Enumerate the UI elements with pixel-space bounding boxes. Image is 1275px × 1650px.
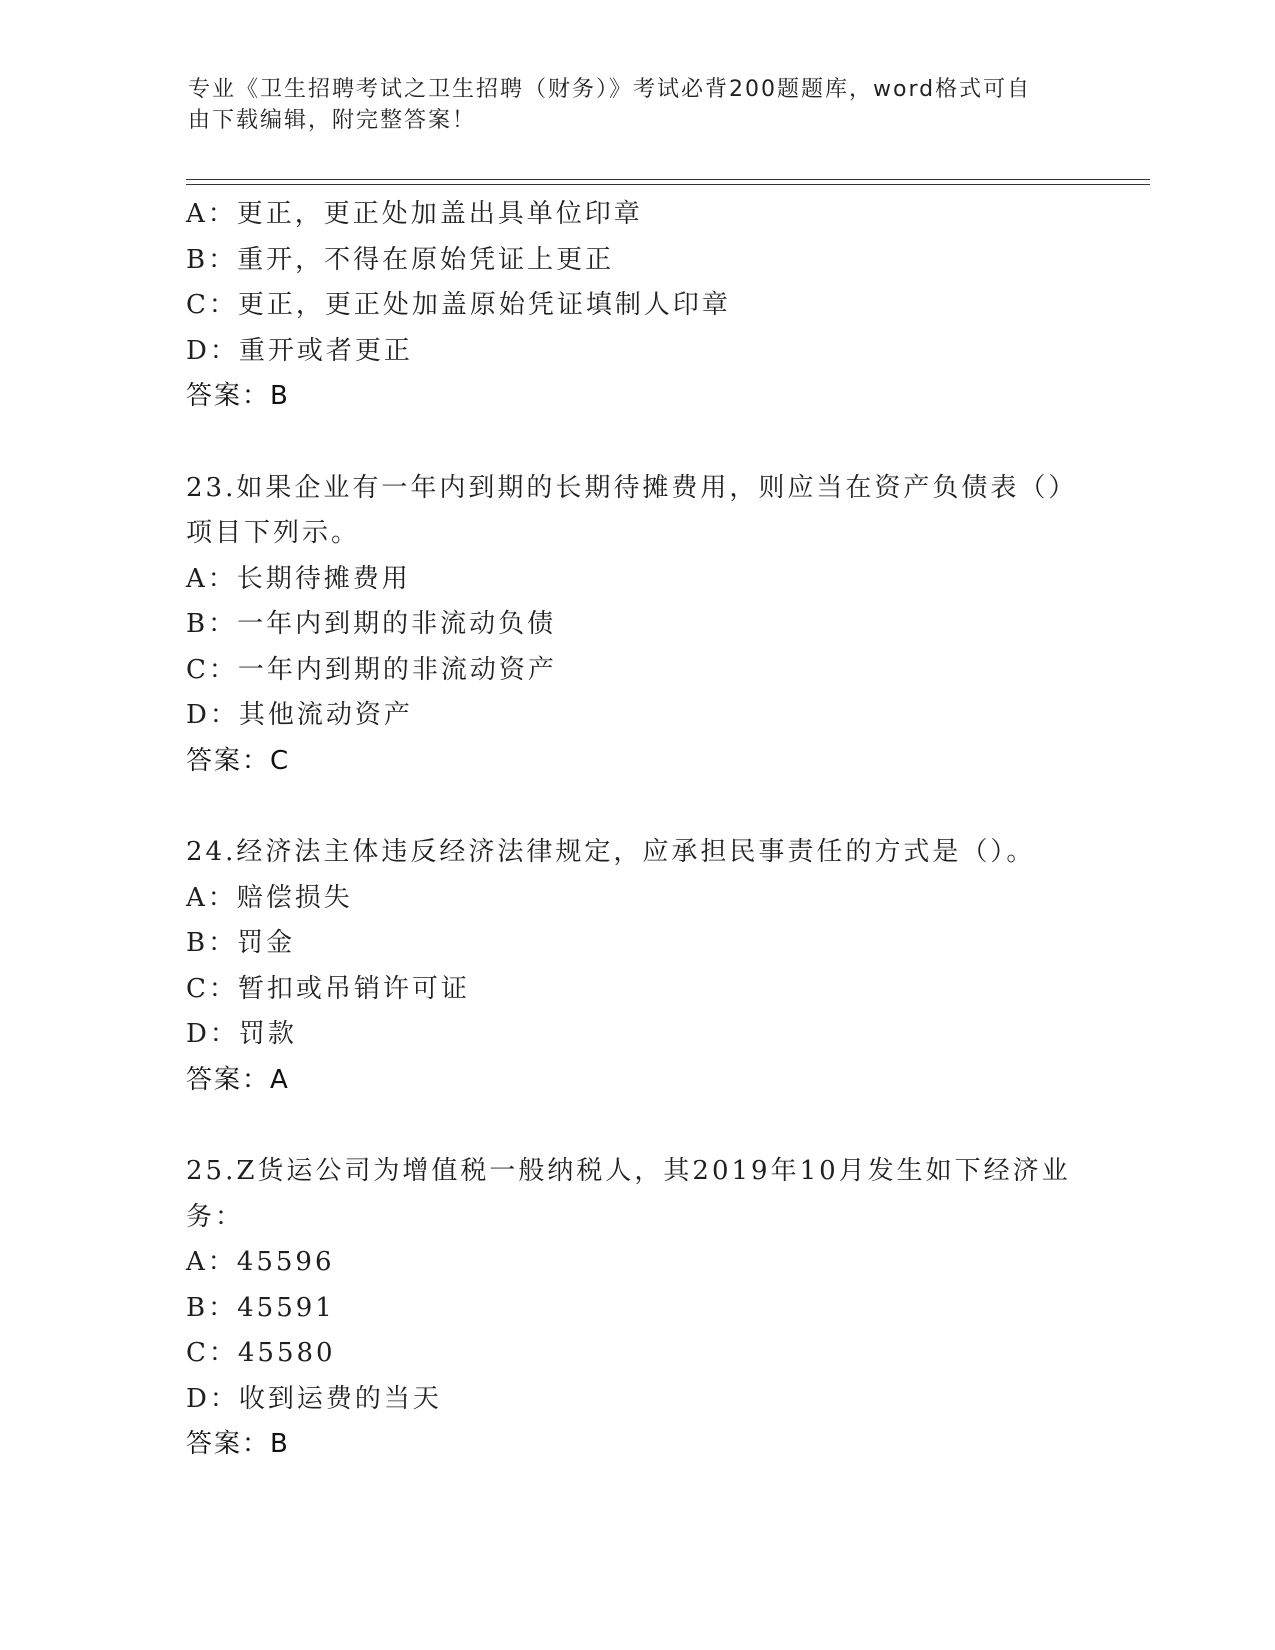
question-block-24 [186,830,1086,1103]
answer-line: 答案：B [186,381,290,411]
question-text-line-1: 25.Z货运公司为增值税一般纳税人，其2019年10月发生如下经济业 [186,1156,1071,1186]
spacer [186,784,1086,830]
option-d: D：罚款 [186,1019,297,1049]
option-c: C：暂扣或吊销许可证 [186,973,470,1004]
answer-line: 答案：A [186,1064,290,1095]
header-line-2: 由下载编辑，附完整答案！ [188,108,477,133]
question-text-line-1: 24.经济法主体违反经济法律规定，应承担民事责任的方式是（）。 [186,837,1036,867]
question-list [186,192,1086,1468]
option-c: C：更正，更正处加盖原始凭证填制人印章 [186,290,731,320]
spacer [186,420,1086,466]
option-d: D：其他流动资产 [186,700,413,730]
question-text-line-2: 项目下列示。 [186,518,361,548]
option-b: B：一年内到期的非流动负债 [186,609,557,639]
option-b: B：45591 [186,1292,335,1323]
option-c: C：45580 [186,1338,336,1368]
option-c: C：一年内到期的非流动资产 [186,654,557,685]
answer-line: 答案：C [186,745,291,776]
option-d: D：收到运费的当天 [186,1383,442,1414]
option-b: B：罚金 [186,928,296,958]
spacer [186,1103,1086,1149]
header-divider-top [186,179,1150,180]
question-block-25 [186,1149,1086,1468]
answer-line: 答案：B [186,1429,290,1459]
option-a: A：45596 [186,1247,335,1277]
option-a: A：长期待摊费用 [186,563,411,594]
header-divider-bottom [186,184,1150,185]
option-a: A：更正，更正处加盖出具单位印章 [186,199,643,229]
document-header [188,74,1068,136]
question-block-22 [186,192,1086,420]
question-text-line-2: 务： [186,1201,245,1232]
option-a: A：赔偿损失 [186,882,353,913]
question-block-23 [186,466,1086,785]
option-d: D：重开或者更正 [186,335,413,366]
header-line-1: 专业《卫生招聘考试之卫生招聘（财务）》考试必背200题题库，word格式可自 [188,77,1032,102]
option-b: B：重开，不得在原始凭证上更正 [186,244,615,275]
question-text-line-1: 23.如果企业有一年内到期的长期待摊费用，则应当在资产负债表（） [186,472,1078,503]
